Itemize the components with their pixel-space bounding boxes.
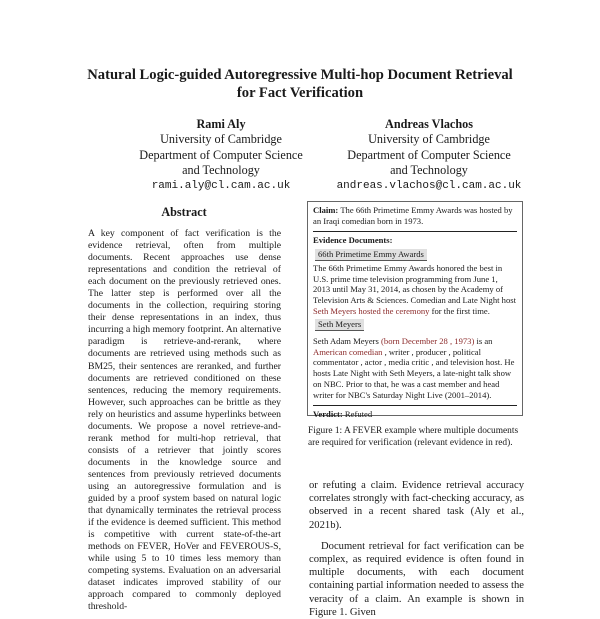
evidence-label-text: Evidence Documents: (313, 235, 393, 246)
doc-text-evidence: (born December 28 , 1973) (381, 336, 475, 347)
author-affiliation: University of Cambridge (368, 132, 490, 147)
doc-text-plain: , writer , producer , political commentator , actor , media critic , and television host. He hosts Late Night with Seth Meyers, a late-night talk show on NBC. Prior to that, he was a cast member and head writer for NBC's Saturday Night Live (2001–2014). (313, 346, 515, 400)
author-department: Department of Computer Science (139, 147, 303, 162)
doc-text-plain: The 66th Primetime Emmy Awards honored the best in U.S. prime time television programming from June 1, 2013 until May 31, 2014, as chosen by the Academy of Television Arts & Sciences. Comedian and Late Night host (313, 262, 516, 305)
author-department: Department of Computer Science (347, 147, 511, 162)
doc-text (313, 336, 517, 400)
author-email: rami.aly@cl.cam.ac.uk (151, 179, 291, 192)
divider (313, 405, 517, 406)
body-text (309, 479, 524, 619)
author-block (319, 117, 539, 194)
doc-text-plain: is an (474, 336, 493, 347)
figure-caption: Figure 1: A FEVER example where multiple documents are required for verification (relevant evidence in red). (308, 426, 519, 448)
evidence-label (313, 235, 517, 246)
doc-text-evidence: American comedian (313, 346, 383, 357)
claim-text: The 66th Primetime Emmy Awards was hosted by an Iraqi comedian born in 1973. (313, 205, 513, 226)
author-name: Andreas Vlachos (385, 117, 473, 131)
verdict-label: Verdict: (313, 409, 343, 420)
paper-title (60, 66, 540, 102)
author-block (111, 117, 331, 194)
paragraph: or refuting a claim. Evidence retrieval accuracy correlates strongly with fact-checking accuracy, as observed in a recent shared task (Aly et al., 2021b). (309, 480, 524, 531)
divider (313, 231, 517, 232)
author-department-cont: and Technology (390, 163, 468, 178)
doc-text-evidence: Seth Meyers hosted the ceremony (313, 305, 430, 316)
doc-title-tag: 66th Primetime Emmy Awards (315, 249, 427, 261)
paragraph: Document retrieval for fact verification can be complex, as required evidence is often found in multiple documents, with each document containing partial information needed to assess the veracity of a claim. An example is shown in Figure 1. Given (309, 540, 524, 618)
title-line-1: Natural Logic-guided Autoregressive Multi-hop Document Retrieval (87, 67, 513, 83)
claim-label: Claim: (313, 205, 339, 215)
doc-title-tag: Seth Meyers (315, 319, 364, 331)
verdict-value: Refuted (344, 409, 373, 420)
abstract-heading: Abstract (161, 205, 207, 219)
doc-text-plain: for the first time. (429, 305, 490, 316)
figure-example-box (307, 201, 523, 420)
abstract-text: A key component of fact verification is the evidence retrieval, often from multiple documents. Recent approaches use dense representations and condition the retrieval of each document on the previously retrieved ones. The latter step is performed over all the documents in the collection, requiring storing their dense representations in an index, thus incurring a high memory footprint. An alternative paradigm is retrieve-and-rerank, where documents are retrieved using methods such as BM25, their sentences are reranked, and further documents are retrieved conditioned on these sentences, reducing the memory requirements. However, such approaches can be brittle as they rely on heuristics and assume hyperlinks between documents. We propose a novel retrieve-and-rerank method for multi-hop retrieval, that consists of a retriever that jointly scores documents in the knowledge source and sentences from previously retrieved documents using an autoregressive formulation and is guided by a proof system based on natural logic that dynamically terminates the retrieval process if the evidence is deemed sufficient. This method is competitive with current state-of-the-art methods on FEVER, HoVer and FEVEROUS-S, while using 5 to 10 times less memory than competing systems. Evaluation on an adversarial dataset indicates improved stability of our approach compared to commonly deployed threshold- (88, 228, 281, 613)
author-email: andreas.vlachos@cl.cam.ac.uk (336, 179, 522, 192)
title-line-2: for Fact Verification (236, 85, 364, 101)
author-name: Rami Aly (196, 117, 246, 131)
doc-text-plain: Seth Adam Meyers (313, 336, 382, 347)
verdict (313, 409, 517, 420)
doc-text (313, 263, 517, 317)
author-department-cont: and Technology (182, 163, 260, 178)
author-affiliation: University of Cambridge (160, 132, 282, 147)
claim (313, 205, 517, 226)
